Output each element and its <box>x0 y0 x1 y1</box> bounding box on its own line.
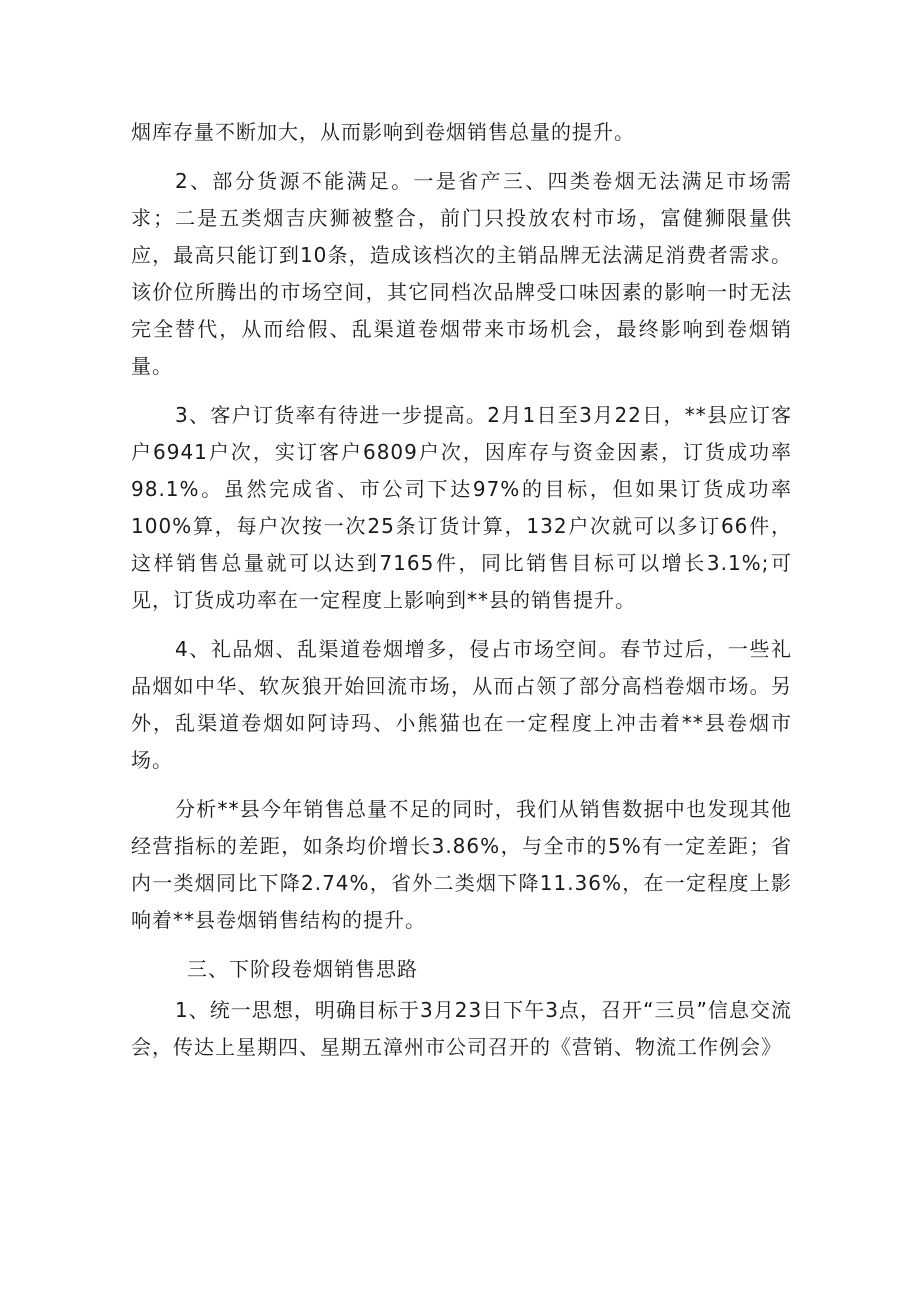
paragraph-order-rate: 3、客户订货率有待进一步提高。2月1日至3月22日，**县应订客户6941户次，实订客户6809户次，因库存与资金因素，订货成功率98.1%。虽然完成省、市公司下达97%的目标，但如果订货成功率100%算，每户次按一次25条订货计算，132户次就可以多订66件，这样销售总量就可以达到7165件，同比销售目标可以增长3.1%;可见，订货成功率在一定程度上影响到**县的销售提升。 <box>131 403 792 612</box>
paragraph-supply-shortage: 2、部分货源不能满足。一是省产三、四类卷烟无法满足市场需求；二是五类烟吉庆狮被整合，前门只投放农村市场，富健狮限量供应，最高只能订到10条，造成该档次的主销品牌无法满足消费者需求。该价位所腾出的市场空间，其它同档次品牌受口味因素的影响一时无法完全替代，从而给假、乱渠道卷烟带来市场机会，最终影响到卷烟销量。 <box>131 169 792 378</box>
paragraph-analysis: 分析**县今年销售总量不足的同时，我们从销售数据中也发现其他经营指标的差距，如条均价增长3.86%，与全市的5%有一定差距；省内一类烟同比下降2.74%，省外二类烟下降11.36%，在一定程度上影响着**县卷烟销售结构的提升。 <box>131 797 792 932</box>
paragraph-continuation: 烟库存量不断加大，从而影响到卷烟销售总量的提升。 <box>131 120 635 144</box>
paragraph-gift-cigarettes: 4、礼品烟、乱渠道卷烟增多，侵占市场空间。春节过后，一些礼品烟如中华、软灰狼开始回流市场，从而占领了部分高档卷烟市场。另外，乱渠道卷烟如阿诗玛、小熊猫也在一定程度上冲击着**县卷烟市场。 <box>131 637 792 772</box>
paragraph-unify-thinking: 1、统一思想，明确目标于3月23日下午3点，召开“三员”信息交流会，传达上星期四、星期五漳州市公司召开的《营销、物流工作例会》 <box>131 998 792 1059</box>
section-heading: 三、下阶段卷烟销售思路 <box>187 957 418 981</box>
document-body <box>131 114 792 1066</box>
